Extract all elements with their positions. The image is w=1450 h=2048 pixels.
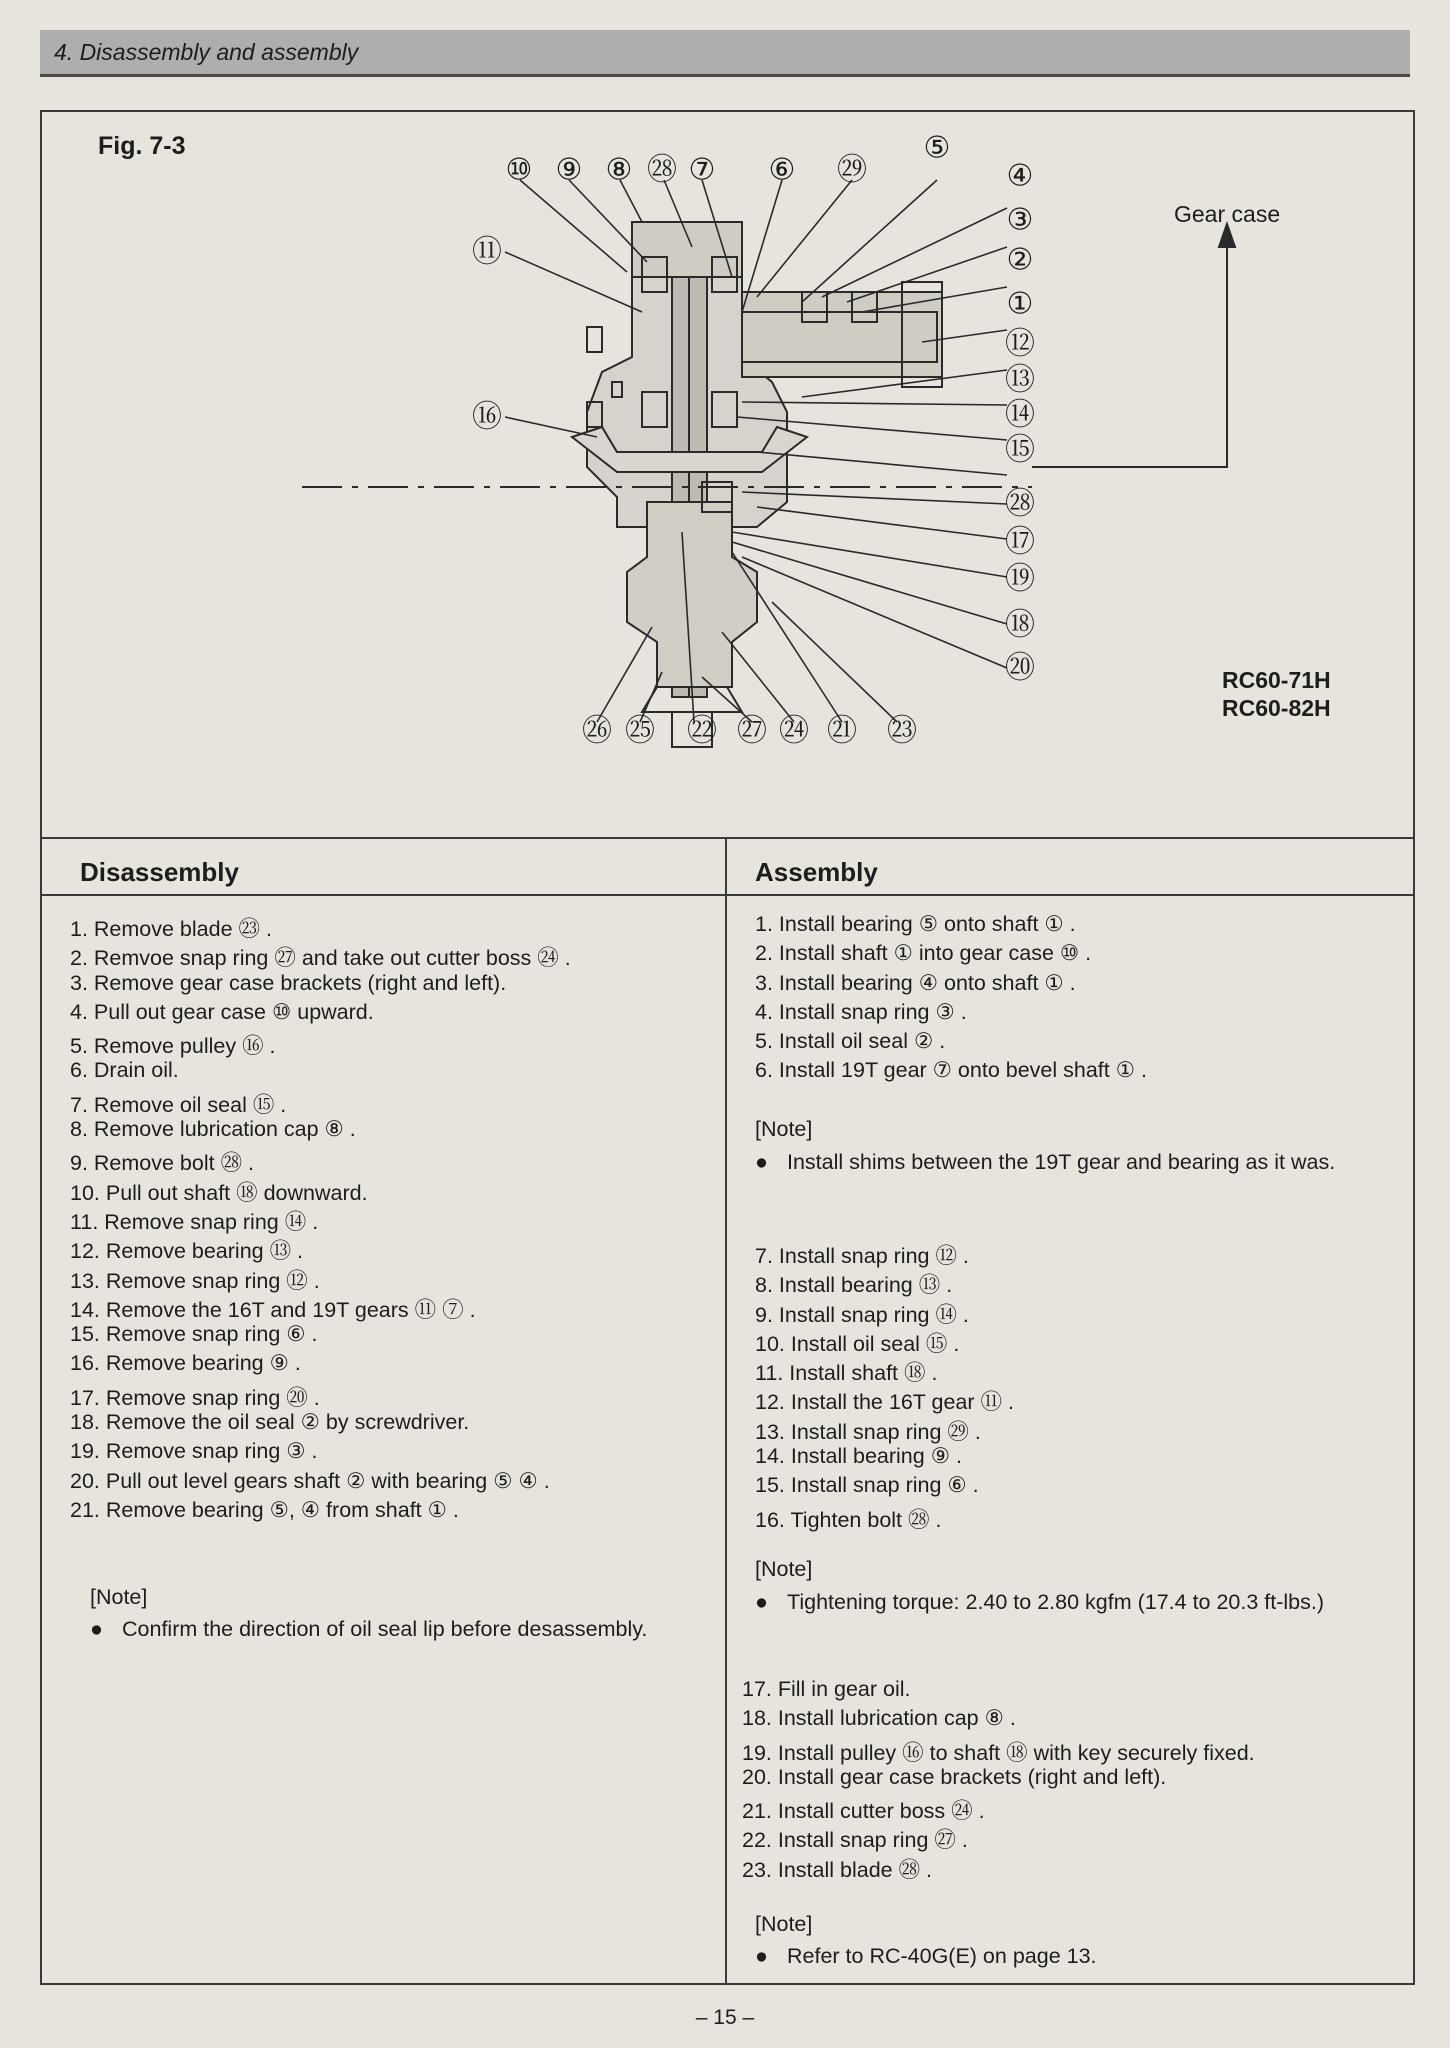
gear-case-label: Gear case: [1174, 201, 1281, 227]
callout-bottom-3: ㉒: [687, 713, 717, 749]
list-item: 14. Install bearing ⑨ .: [755, 1444, 962, 1469]
callout-right-4: ①: [1006, 286, 1034, 322]
callout-right-2: ③: [1006, 202, 1034, 238]
disassembly-note: [90, 1615, 742, 1644]
list-item: 18. Remove the oil seal ② by screwdriver.: [70, 1410, 470, 1435]
callout-top-1: ⑩: [505, 152, 533, 188]
list-item: 9. Install snap ring ⑭ .: [755, 1302, 969, 1327]
assembly-note1-label: [Note]: [755, 1117, 813, 1141]
callout-right-5: ⑫: [1005, 326, 1035, 362]
bullet-icon: ●: [755, 1590, 768, 1614]
list-item: 13. Remove snap ring ⑫ .: [70, 1268, 320, 1293]
list-item: 10. Pull out shaft ⑱ downward.: [70, 1180, 368, 1205]
list-item: 16. Remove bearing ⑨ .: [70, 1351, 301, 1376]
disassembly-note-text: Confirm the direction of oil seal lip before desassembly.: [122, 1617, 648, 1641]
list-item: 2. Remvoe snap ring ㉗ and take out cutter boss ㉔ .: [70, 946, 571, 971]
list-item: 15. Install snap ring ⑥ .: [755, 1473, 979, 1498]
callout-right-3: ②: [1006, 242, 1034, 278]
callout-top-5: ⑦: [688, 152, 716, 188]
list-item: 4. Pull out gear case ⑩ upward.: [70, 999, 374, 1024]
list-item: 16. Tighten bolt ㉘ .: [755, 1507, 942, 1532]
figure-divider: [42, 837, 1413, 839]
assembly-note1-text: Install shims between the 19T gear and bearing as it was.: [787, 1150, 1336, 1174]
list-item: 13. Install snap ring ㉙ .: [755, 1419, 981, 1444]
callout-left-2: ⑯: [472, 399, 502, 435]
column-divider: [725, 837, 727, 1983]
content-frame: [40, 110, 1415, 1985]
callout-right-9: ㉘: [1005, 486, 1035, 522]
list-item: 3. Install bearing ④ onto shaft ① .: [755, 970, 1076, 995]
callout-bottom-7: ㉓: [887, 713, 917, 749]
assembly-note3-label: [Note]: [755, 1912, 813, 1936]
bullet-icon: ●: [755, 1150, 768, 1174]
callout-right-11: ⑲: [1005, 561, 1035, 597]
list-item: 6. Drain oil.: [70, 1058, 179, 1083]
assembly-note2-label: [Note]: [755, 1557, 813, 1581]
list-item: 6. Install 19T gear ⑦ onto bevel shaft ① .: [755, 1058, 1147, 1083]
list-item: 9. Remove bolt ㉘ .: [70, 1151, 255, 1176]
list-item: 8. Remove lubrication cap ⑧ .: [70, 1117, 356, 1142]
list-item: 10. Install oil seal ⑮ .: [755, 1331, 960, 1356]
callout-right-12: ⑱: [1005, 607, 1035, 643]
callout-bottom-1: ㉖: [582, 713, 612, 749]
assembly-note1: [755, 1148, 1407, 1177]
assembly-note2: [755, 1588, 1407, 1617]
callout-right-6: ⑬: [1005, 362, 1035, 398]
disassembly-title: Disassembly: [80, 857, 239, 887]
list-item: 21. Remove bearing ⑤, ④ from shaft ① .: [70, 1497, 459, 1522]
list-item: 14. Remove the 16T and 19T gears ⑪ ⑦ .: [70, 1297, 476, 1322]
list-item: 15. Remove snap ring ⑥ .: [70, 1322, 318, 1347]
callout-bottom-4: ㉗: [737, 713, 767, 749]
figure-label: Fig. 7-3: [98, 132, 186, 160]
list-item: 4. Install snap ring ③ .: [755, 999, 967, 1024]
list-item: 17. Remove snap ring ⑳ .: [70, 1385, 320, 1410]
list-item: 20. Pull out level gears shaft ② with bearing ⑤ ④ .: [70, 1468, 550, 1493]
callout-bottom-6: ㉑: [827, 713, 857, 749]
list-item: 20. Install gear case brackets (right and left).: [742, 1764, 1167, 1789]
assembly-note2-text: Tightening torque: 2.40 to 2.80 kgfm (17.4 to 20.3 ft-lbs.): [787, 1590, 1325, 1614]
callout-top-8: ⑤: [923, 130, 951, 166]
header-divider: [42, 894, 1413, 896]
list-item: 7. Remove oil seal ⑮ .: [70, 1092, 287, 1117]
model-label-2: RC60-82H: [1222, 695, 1331, 721]
assembly-steps-part2: [755, 1239, 1014, 1532]
callout-right-1: ④: [1006, 158, 1034, 194]
gear-case-diagram: [42, 112, 1413, 837]
list-item: 2. Install shaft ① into gear case ⑩ .: [755, 941, 1092, 966]
callout-bottom-2: ㉕: [625, 713, 655, 749]
list-item: 8. Install bearing ⑬ .: [755, 1273, 953, 1298]
list-item: 12. Remove bearing ⑬ .: [70, 1239, 304, 1264]
list-item: 1. Install bearing ⑤ onto shaft ① .: [755, 912, 1076, 936]
assembly-title: Assembly: [755, 857, 878, 887]
list-item: 12. Install the 16T gear ⑪ .: [755, 1390, 1014, 1415]
assembly-steps-part1: [755, 912, 1147, 1088]
bullet-icon: ●: [90, 1617, 103, 1641]
bullet-icon: ●: [755, 1944, 768, 1968]
callout-right-8: ⑮: [1005, 432, 1035, 468]
callout-top-3: ⑧: [605, 152, 633, 188]
list-item: 17. Fill in gear oil.: [742, 1677, 911, 1701]
section-header: [40, 30, 1410, 77]
assembly-note3-text: Refer to RC-40G(E) on page 13.: [787, 1944, 1097, 1968]
list-item: 11. Install shaft ⑱ .: [755, 1361, 938, 1386]
list-item: 1. Remove blade ㉓ .: [70, 917, 272, 941]
callout-right-10: ⑰: [1005, 524, 1035, 560]
callout-left-1: ⑪: [472, 234, 502, 270]
callout-bottom-5: ㉔: [779, 713, 809, 749]
page-number: – 15 –: [695, 2006, 755, 2029]
disassembly-steps: [70, 912, 571, 1527]
figure-area: [42, 112, 1413, 837]
model-label-1: RC60-71H: [1222, 667, 1331, 693]
callout-right-13: ⑳: [1005, 650, 1035, 686]
callout-right-7: ⑭: [1005, 397, 1035, 433]
callout-top-6: ⑥: [768, 152, 796, 188]
list-item: 11. Remove snap ring ⑭ .: [70, 1209, 319, 1234]
list-item: 7. Install snap ring ⑫ .: [755, 1244, 969, 1268]
callout-top-4: ㉘: [647, 152, 677, 188]
list-item: 22. Install snap ring ㉗ .: [742, 1828, 968, 1853]
list-item: 18. Install lubrication cap ⑧ .: [742, 1706, 1016, 1731]
list-item: 5. Remove pulley ⑯ .: [70, 1034, 276, 1059]
list-item: 19. Remove snap ring ③ .: [70, 1439, 318, 1464]
section-title: 4. Disassembly and assembly: [54, 39, 359, 65]
assembly-steps-part3: [742, 1677, 1255, 1882]
callout-top-7: ㉙: [837, 152, 867, 188]
disassembly-note-label: [Note]: [90, 1585, 148, 1609]
callout-top-2: ⑨: [555, 152, 583, 188]
list-item: 23. Install blade ㉘ .: [742, 1857, 933, 1882]
list-item: 19. Install pulley ⑯ to shaft ⑱ with key securely fixed.: [742, 1740, 1255, 1765]
list-item: 21. Install cutter boss ㉔ .: [742, 1799, 985, 1824]
list-item: 5. Install oil seal ② .: [755, 1029, 946, 1054]
assembly-note3: [755, 1942, 1407, 1971]
list-item: 3. Remove gear case brackets (right and left).: [70, 970, 507, 995]
